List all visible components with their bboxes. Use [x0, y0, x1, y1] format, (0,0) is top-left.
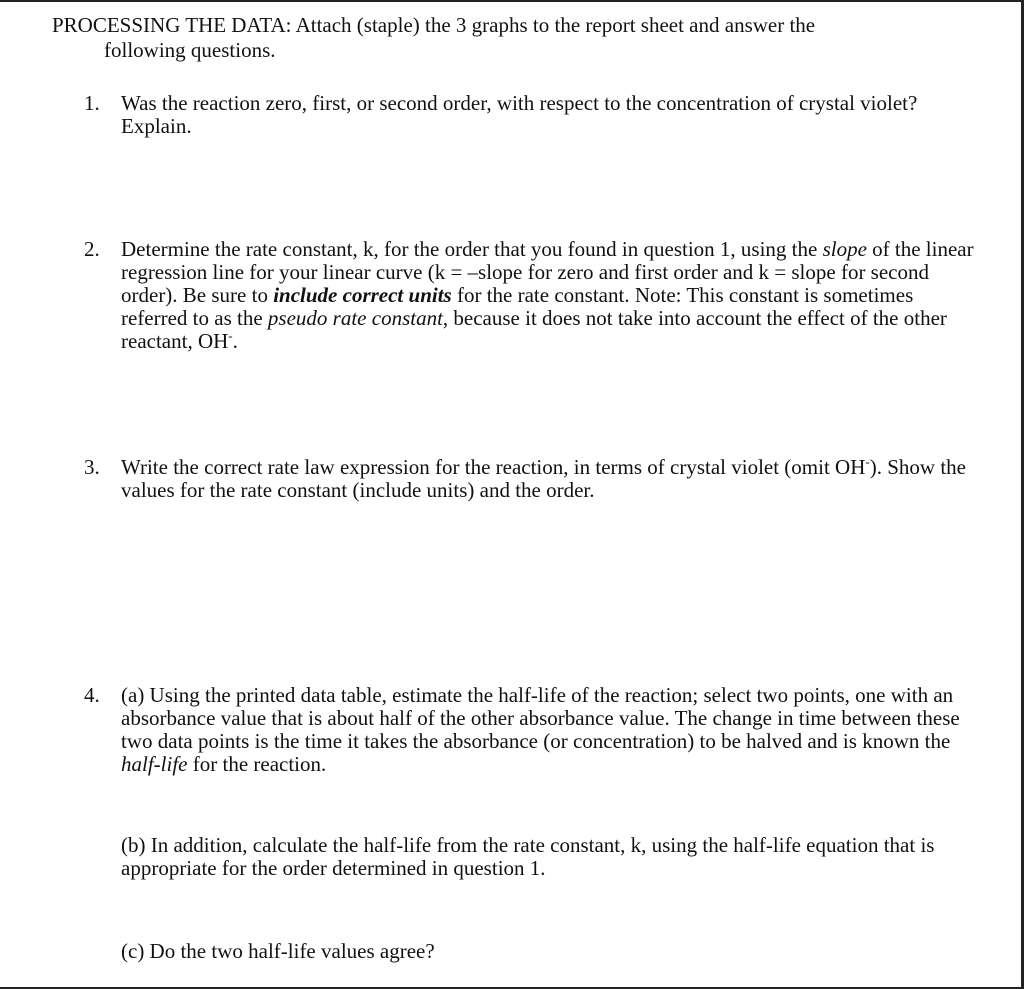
- question-text-part: ). Show the values for the rate constant (include units) and the order.: [121, 455, 966, 502]
- units-emphasis: include correct units: [273, 283, 452, 307]
- question-1: [84, 92, 974, 138]
- question-text-part: for the reaction.: [187, 752, 327, 776]
- question-text: [121, 456, 974, 502]
- question-4c-text: (c) Do the two half-life values agree?: [121, 939, 435, 963]
- question-text-part: Determine the rate constant, k, for the order that you found in question 1, using the: [121, 237, 823, 261]
- question-text: [121, 238, 974, 353]
- question-text-part: for the rate constant. Note: This constant is sometimes referred to as the: [121, 283, 914, 330]
- question-number: 1.: [84, 91, 100, 115]
- slope-term: slope: [822, 237, 867, 261]
- question-text-part: of the linear regression line for your linear curve (k = –slope for zero and first order and k = slope for second order). Be sure to: [121, 237, 974, 307]
- question-text-part: .: [232, 329, 238, 353]
- question-4a-text: [121, 684, 974, 776]
- half-life-term: half-life: [121, 752, 188, 776]
- question-4: [84, 684, 974, 776]
- question-text-part: (a) Using the printed data table, estimate the half-life of the reaction; select two points, one with an absorbance value that is about half of the other absorbance value. The change in time between these two data points is the time it takes the absorbance (or concentration) to be halved and is known the: [121, 683, 960, 753]
- heading-text-line1: Attach (staple) the 3 graphs to the report sheet and answer the: [295, 13, 816, 37]
- charge-superscript: -: [865, 454, 870, 469]
- section-heading: [52, 13, 952, 63]
- heading-text-line2: following questions.: [104, 38, 276, 62]
- question-text: Was the reaction zero, first, or second order, with respect to the concentration of crystal violet? Explain.: [121, 91, 918, 138]
- question-text-part: , because it does not take into account the effect of the other reactant, OH: [121, 306, 947, 353]
- question-2: [84, 238, 974, 353]
- question-number: 2.: [84, 237, 100, 261]
- pseudo-rate-constant-term: pseudo rate constant: [267, 306, 443, 330]
- heading-label: PROCESSING THE DATA:: [52, 13, 292, 37]
- charge-superscript: -: [228, 328, 233, 343]
- question-number: 3.: [84, 455, 100, 479]
- question-text-part: Write the correct rate law expression for the reaction, in terms of crystal violet (omit OH: [121, 455, 866, 479]
- question-4b-text: (b) In addition, calculate the half-life from the rate constant, k, using the half-life equation that is appropriate for the order determined in question 1.: [121, 833, 935, 880]
- question-3: [84, 456, 974, 502]
- question-number: 4.: [84, 683, 100, 707]
